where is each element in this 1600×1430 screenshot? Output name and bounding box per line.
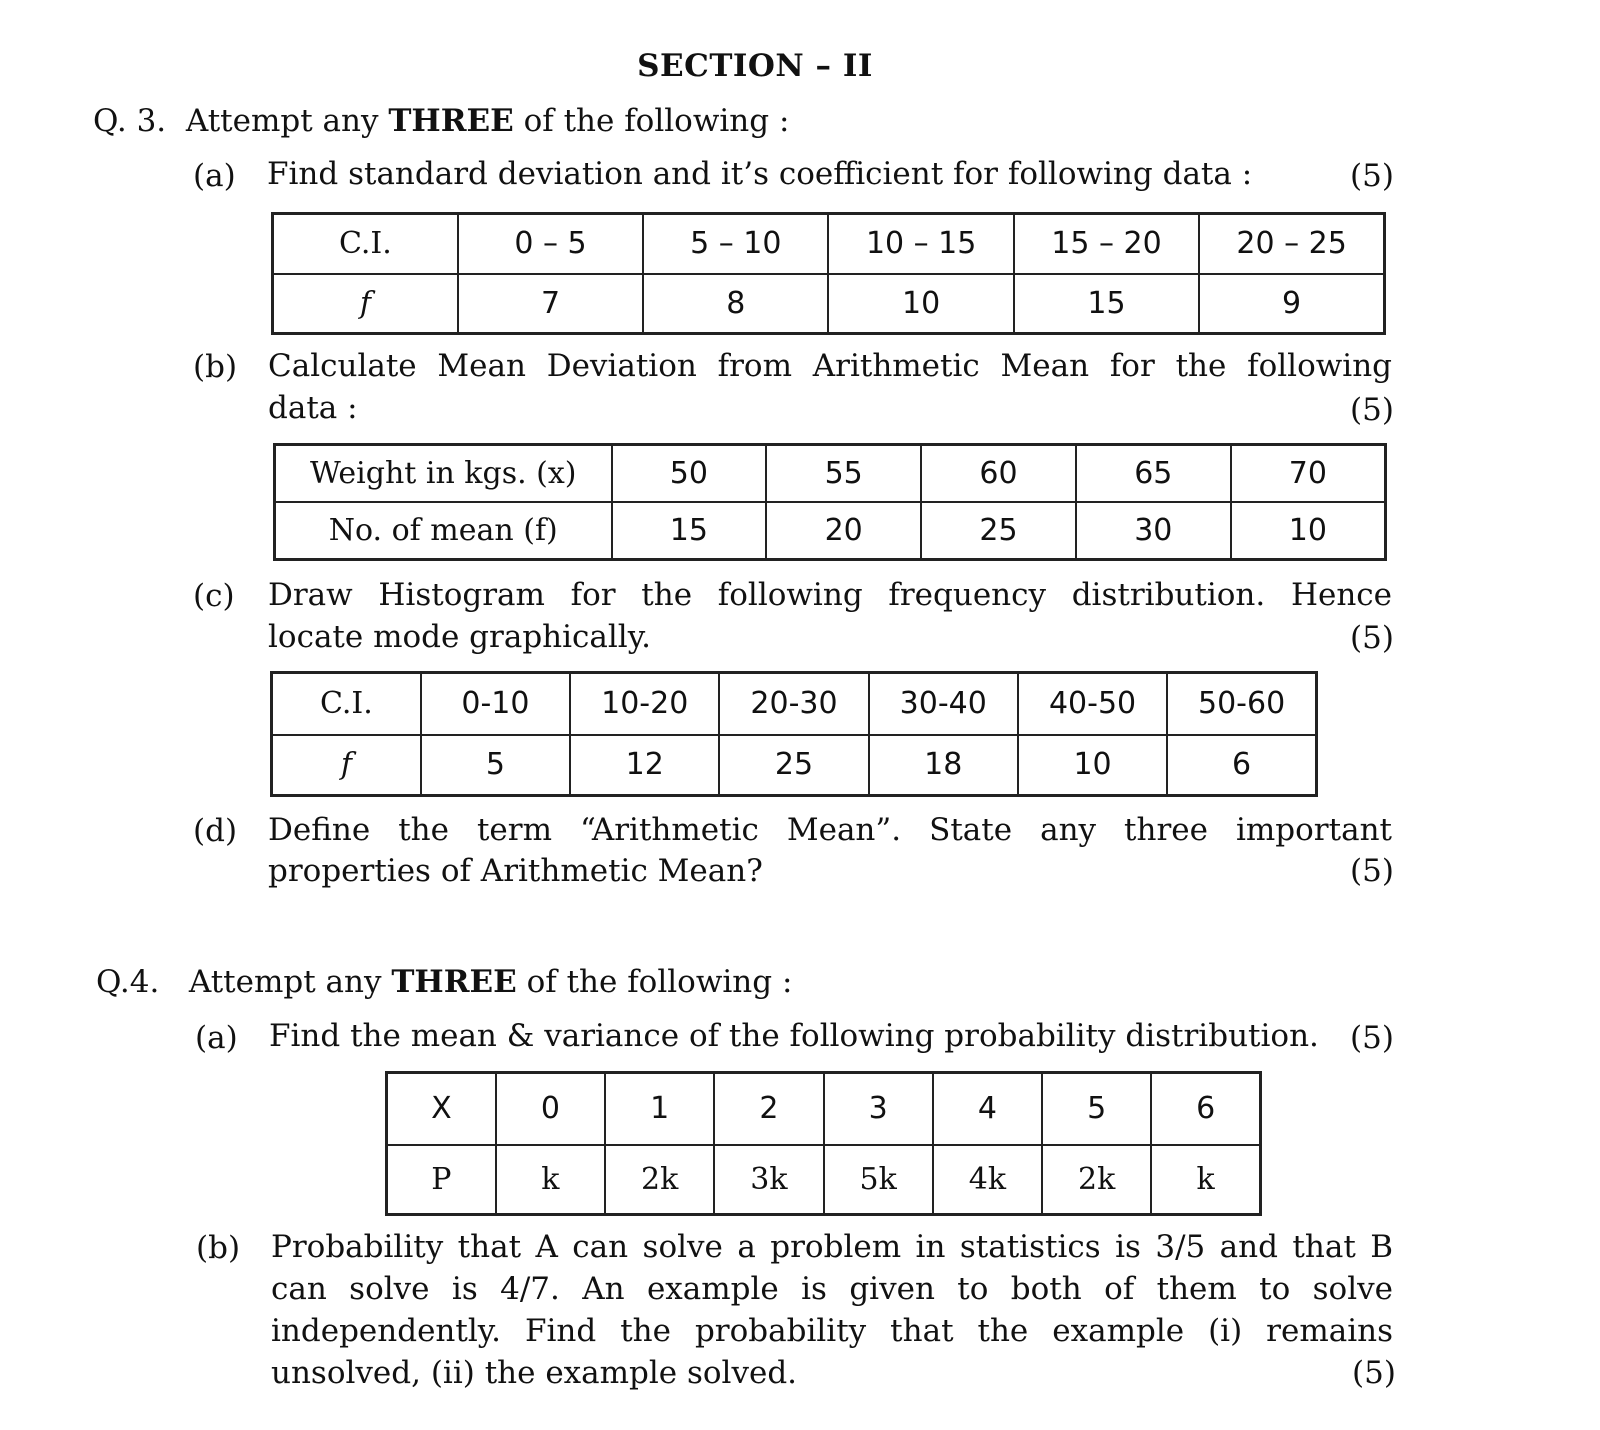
q3b-table xyxy=(273,443,1387,561)
table-cell: 5k xyxy=(824,1145,933,1215)
table-cell: 50 xyxy=(612,445,767,502)
q3a-table xyxy=(271,212,1386,335)
q3a-text: Find standard deviation and it’s coefficient for following data : xyxy=(267,156,1253,192)
q3b-text-line1: Calculate Mean Deviation from Arithmetic Mean for the following xyxy=(268,348,1392,384)
q3c-text-line2: locate mode graphically. xyxy=(268,619,651,655)
table-cell: 3k xyxy=(714,1145,823,1215)
table-cell: 20-30 xyxy=(719,673,868,735)
q3c-table xyxy=(270,671,1318,797)
table-cell: 25 xyxy=(719,735,868,796)
q4a-marks: (5) xyxy=(1350,1020,1394,1056)
q3-number: Q. 3. xyxy=(93,103,167,139)
q4b-label: (b) xyxy=(196,1230,241,1266)
table-row xyxy=(273,274,1385,334)
table-cell: P xyxy=(387,1145,496,1215)
table-cell: 9 xyxy=(1199,274,1384,334)
q3b-marks: (5) xyxy=(1350,392,1394,428)
table-cell: 10 xyxy=(1018,735,1167,796)
table-cell: 12 xyxy=(570,735,719,796)
q4-instruction-post: of the following : xyxy=(516,964,793,1000)
q3c-marks: (5) xyxy=(1350,620,1394,656)
table-cell: 4k xyxy=(933,1145,1042,1215)
table-cell: 50-60 xyxy=(1167,673,1316,735)
q3d-text-line2: properties of Arithmetic Mean? xyxy=(268,853,763,889)
q3-instruction-pre: Attempt any xyxy=(185,103,389,139)
q3d-text-line1: Define the term “Arithmetic Mean”. State any three important xyxy=(268,812,1392,848)
table-cell: 5 – 10 xyxy=(643,214,828,274)
table-cell: 15 – 20 xyxy=(1014,214,1199,274)
table-row xyxy=(273,214,1385,274)
table-cell: 55 xyxy=(766,445,921,502)
table-cell: 0-10 xyxy=(421,673,570,735)
table-cell: 10 xyxy=(1231,502,1386,560)
table-row xyxy=(387,1073,1261,1145)
q3c-label: (c) xyxy=(193,578,235,614)
table-cell: Weight in kgs. (x) xyxy=(275,445,612,502)
q3-instruction-post: of the following : xyxy=(513,103,790,139)
table-cell: 25 xyxy=(921,502,1076,560)
table-cell: f xyxy=(272,735,421,796)
table-cell: 70 xyxy=(1231,445,1386,502)
table-cell: 6 xyxy=(1167,735,1316,796)
table-cell: 5 xyxy=(421,735,570,796)
q3a-label: (a) xyxy=(193,158,236,194)
table-cell: C.I. xyxy=(273,214,458,274)
table-cell: 5 xyxy=(1042,1073,1151,1145)
table-cell: 2 xyxy=(714,1073,823,1145)
q4b-text-line2: can solve is 4/7. An example is given to both of them to solve xyxy=(271,1271,1393,1307)
table-row xyxy=(387,1145,1261,1215)
table-cell: 4 xyxy=(933,1073,1042,1145)
q4a-label: (a) xyxy=(195,1020,238,1056)
q4b-marks: (5) xyxy=(1352,1355,1396,1391)
q4a-text: Find the mean & variance of the following probability distribution. xyxy=(269,1018,1319,1054)
q4-number: Q.4. xyxy=(96,964,160,1000)
table-cell: 2k xyxy=(605,1145,714,1215)
table-cell: k xyxy=(496,1145,605,1215)
q3b-text-line2: data : xyxy=(268,390,358,426)
table-cell: 8 xyxy=(643,274,828,334)
table-cell: 18 xyxy=(869,735,1018,796)
table-cell: 6 xyxy=(1151,1073,1260,1145)
table-cell: 10 – 15 xyxy=(828,214,1013,274)
table-cell: 0 xyxy=(496,1073,605,1145)
table-cell: 10-20 xyxy=(570,673,719,735)
table-cell: 15 xyxy=(612,502,767,560)
q3-heading xyxy=(93,103,789,139)
q4-instruction-bold: THREE xyxy=(391,964,517,1000)
table-cell: 0 – 5 xyxy=(458,214,643,274)
table-cell: 2k xyxy=(1042,1145,1151,1215)
table-cell: C.I. xyxy=(272,673,421,735)
table-cell: 30-40 xyxy=(869,673,1018,735)
q3-instruction-bold: THREE xyxy=(388,103,514,139)
q4-instruction-pre: Attempt any xyxy=(188,964,392,1000)
table-row xyxy=(272,735,1317,796)
table-row xyxy=(275,502,1386,560)
q3d-label: (d) xyxy=(193,813,238,849)
table-cell: 40-50 xyxy=(1018,673,1167,735)
table-cell: 20 – 25 xyxy=(1199,214,1384,274)
q4b-text-line3: independently. Find the probability that the example (i) remains xyxy=(271,1313,1393,1349)
table-row xyxy=(275,445,1386,502)
q3a-marks: (5) xyxy=(1350,158,1394,194)
table-cell: 3 xyxy=(824,1073,933,1145)
table-cell: k xyxy=(1151,1145,1260,1215)
table-cell: f xyxy=(273,274,458,334)
table-cell: 7 xyxy=(458,274,643,334)
table-cell: 65 xyxy=(1076,445,1231,502)
section-title: SECTION – II xyxy=(637,48,873,84)
q3d-marks: (5) xyxy=(1350,853,1394,889)
q3c-text-line1: Draw Histogram for the following frequency distribution. Hence xyxy=(268,577,1392,613)
table-cell: 1 xyxy=(605,1073,714,1145)
table-cell: 30 xyxy=(1076,502,1231,560)
table-cell: 10 xyxy=(828,274,1013,334)
table-row xyxy=(272,673,1317,735)
table-cell: 15 xyxy=(1014,274,1199,334)
table-cell: No. of mean (f) xyxy=(275,502,612,560)
q4a-table xyxy=(385,1071,1262,1216)
q4-heading xyxy=(96,964,792,1000)
table-cell: X xyxy=(387,1073,496,1145)
table-cell: 60 xyxy=(921,445,1076,502)
table-cell: 20 xyxy=(766,502,921,560)
q4b-text-line4: unsolved, (ii) the example solved. xyxy=(271,1355,798,1391)
q3b-label: (b) xyxy=(193,349,238,385)
q4b-text-line1: Probability that A can solve a problem in statistics is 3/5 and that B xyxy=(271,1229,1393,1265)
